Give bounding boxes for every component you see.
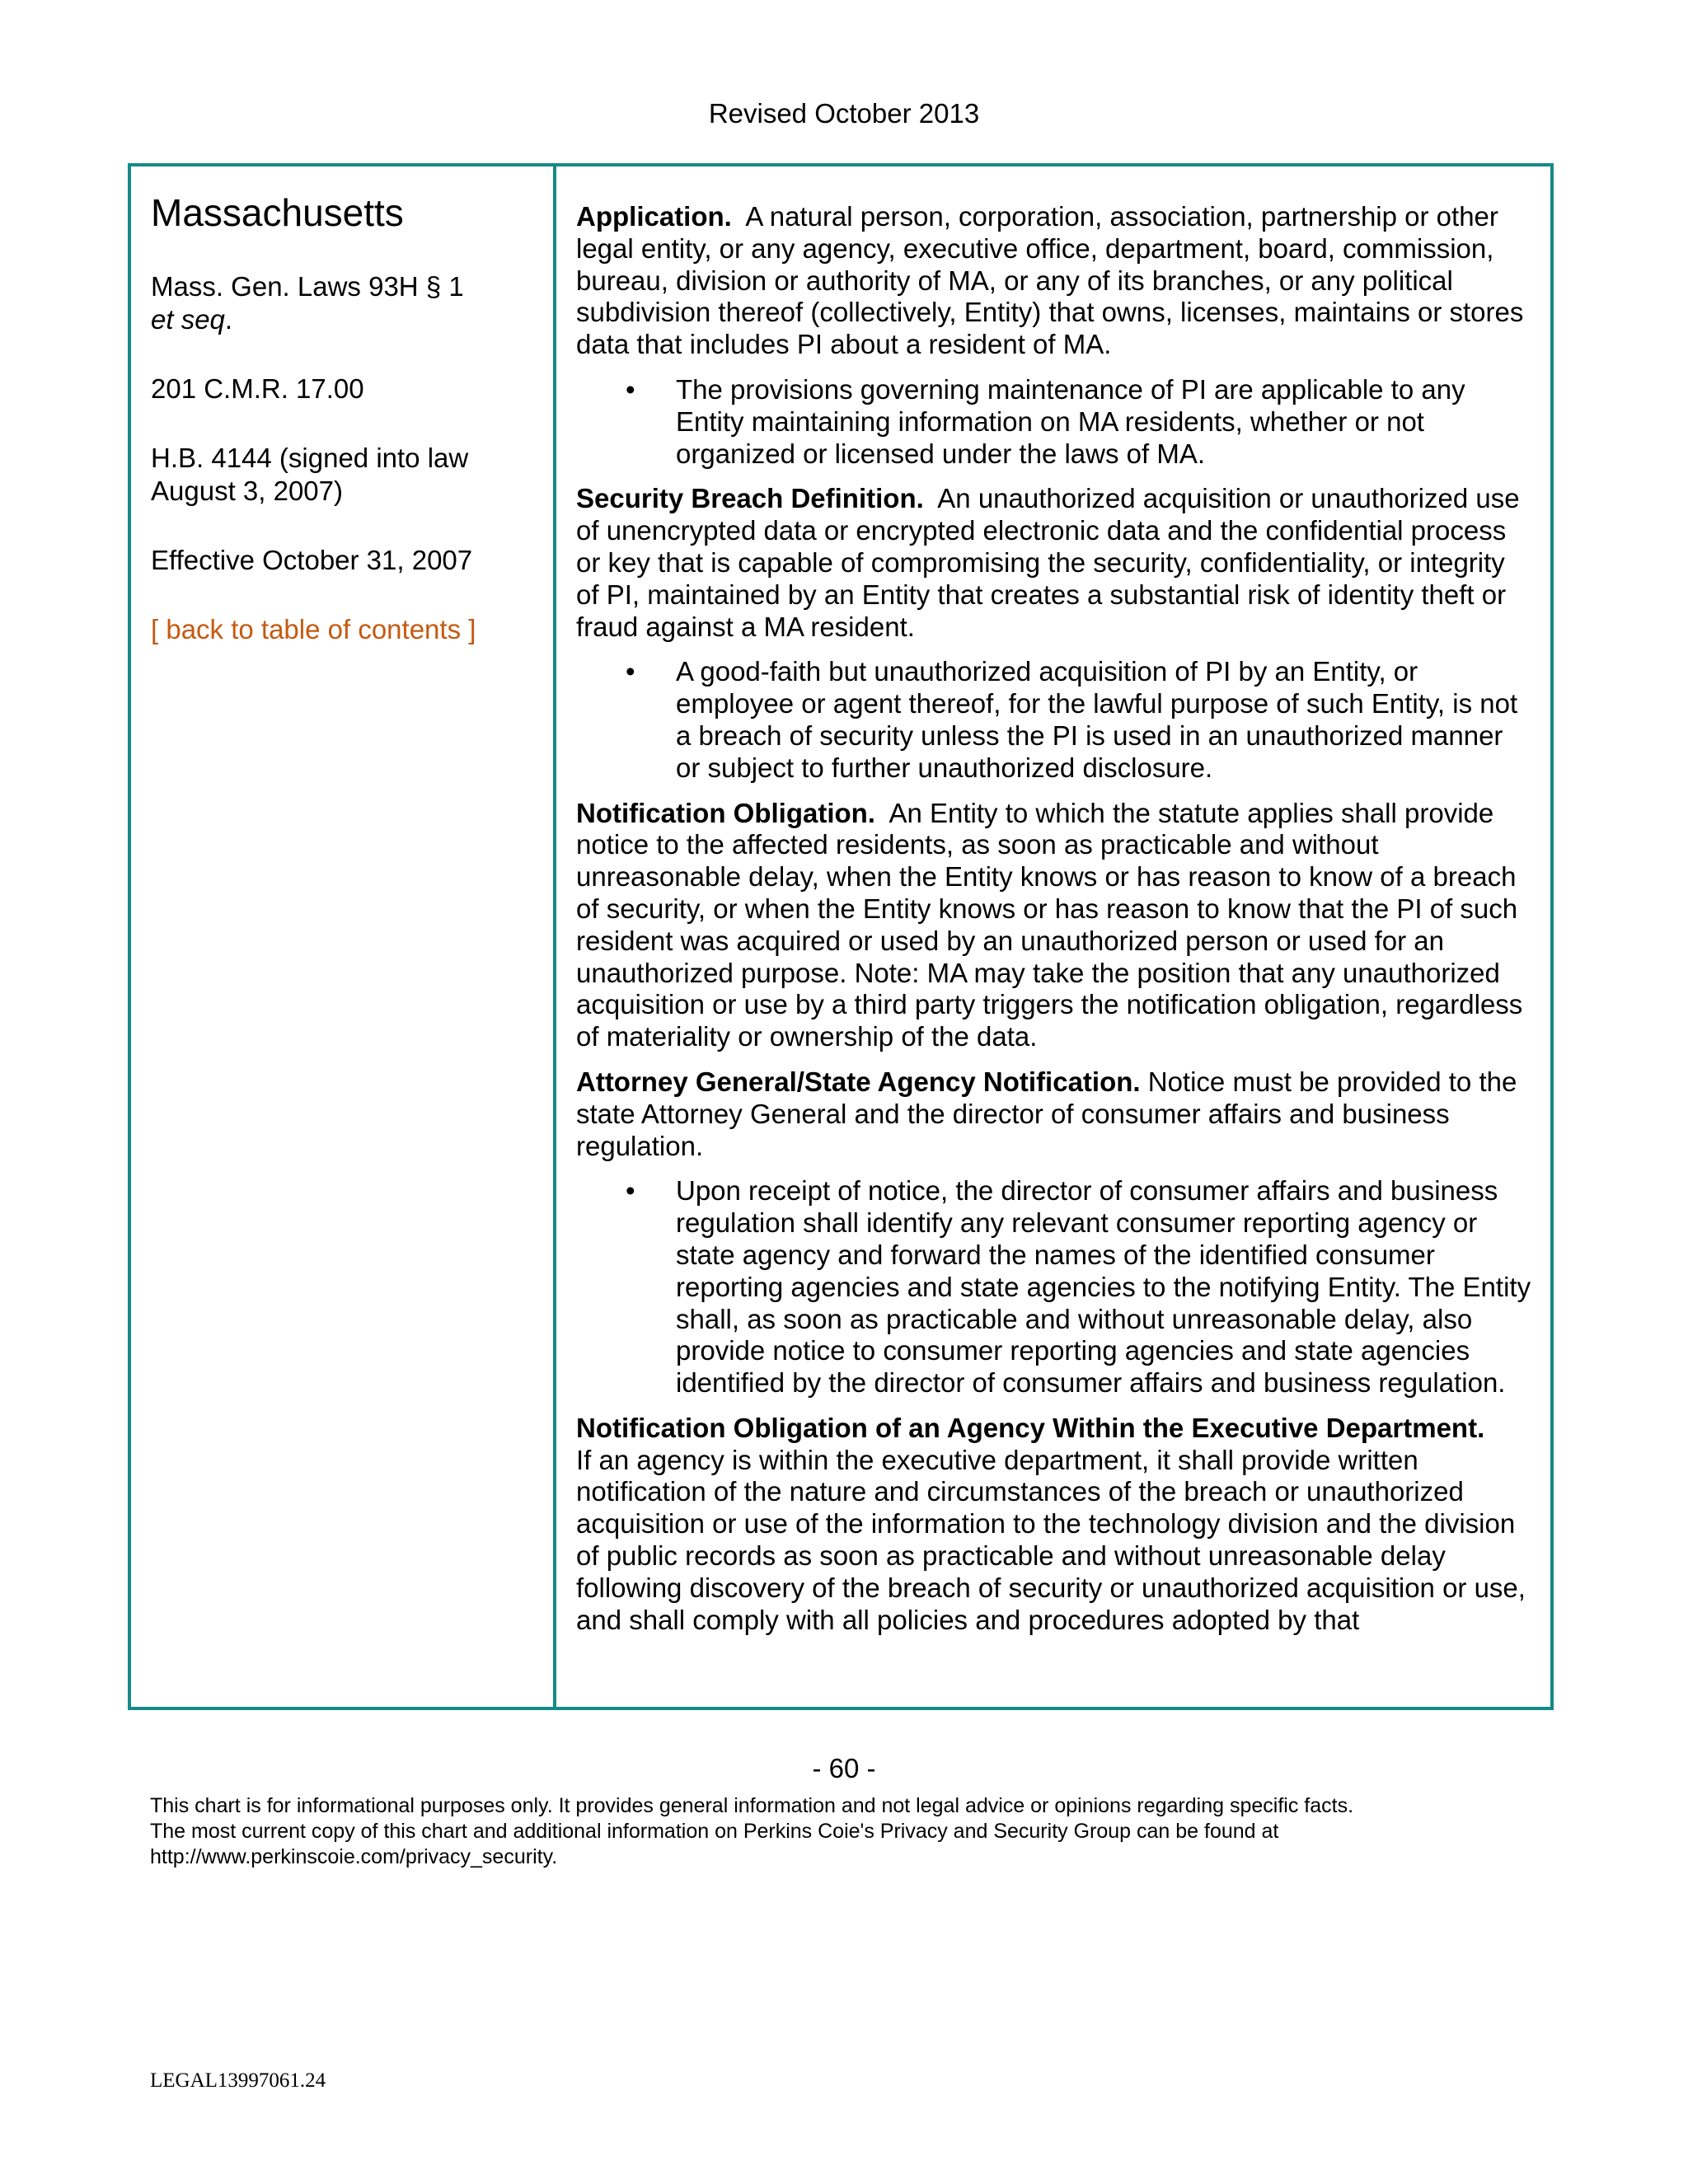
application-heading: Application. [576,201,732,232]
statute-citation-text: Mass. Gen. Laws 93H § 1 [151,271,464,302]
breach-definition-bullet-text: A good-faith but unauthorized acquisition of PI by an Entity, or employee or agent thereof, for the lawful purpose of such Entity, is not a breach of security unless the PI is used in an unauthorized manner or subject to further unauthorized disclosure. [676,656,1518,783]
list-item [576,1175,1534,1399]
statute-citation-period: . [224,304,233,335]
state-title: Massachusetts [151,191,404,234]
application-section [576,201,1534,361]
exec-agency-text: If an agency is within the executive department, it shall provide written notification of the nature and circumstances of the breach or unauthorized acquisition or use of the information to the technology division and the division of public records as soon as practicable and without unreasonable delay following discovery of the breach of security or unauthorized acquisition or use, and shall comply with all policies and procedures adopted by that [576,1444,1526,1635]
statute-citation [151,270,537,336]
ag-notification-text: Notice must be provided to the state Attorney General and the director of consumer affairs and business regulation. [576,1066,1525,1161]
ag-notification-heading: Attorney General/State Agency Notification. [576,1066,1141,1097]
exec-agency-section [576,1413,1534,1637]
breach-definition-heading: Security Breach Definition. [576,483,924,514]
application-bullet-text: The provisions governing maintenance of PI are applicable to any Entity maintaining information on MA residents, whether or not organized or licensed under the laws of MA. [676,373,1465,469]
ag-notification-section [576,1066,1534,1162]
disclaimer-line-1: This chart is for informational purposes only. It provides general information and not legal advice or opinions regarding specific facts. [150,1794,1354,1817]
effective-date: Effective October 31, 2007 [151,545,473,575]
document-id: LEGAL13997061.24 [150,2069,326,2092]
disclaimer-line-2: The most current copy of this chart and additional information on Perkins Coie's Privacy and Security Group can be found at [150,1820,1279,1843]
ag-notification-bullet-text: Upon receipt of notice, the director of consumer affairs and business regulation shall identify any relevant consumer reporting agency or state agency and forward the names of the identified consumer reporting agencies and state agencies to the notifying Entity. The Entity shall, as soon as practicable and without unreasonable delay, also provide notice to consumer reporting agencies and state agencies identified by the director of consumer affairs and business regulation. [676,1175,1531,1399]
notification-obligation-section [576,798,1534,1053]
disclaimer-line-3: http://www.perkinscoie.com/privacy_security. [150,1845,558,1868]
notification-obligation-text: An Entity to which the statute applies shall provide notice to the affected residents, as soon as practicable and without unreasonable delay, when the Entity knows or has reason to know of a breach of security, or when the Entity knows or has reason to know that the PI of such resident was acquired or used by an unauthorized person or used for an unauthorized purpose. Note: MA may take the position that any unauthorized acquisition or use by a third party triggers the notification obligation, regardless of materiality or ownership of the data. [576,797,1531,1052]
citation-column [131,166,556,1707]
provisions-column [556,166,1550,1707]
state-law-table [128,163,1554,1710]
bullet-icon: • [626,373,635,405]
notification-obligation-heading: Notification Obligation. [576,797,875,828]
bullet-icon: • [626,1175,635,1207]
list-item [576,656,1534,784]
bill-citation: H.B. 4144 (signed into law August 3, 2007) [151,443,469,506]
regulation-citation: 201 C.M.R. 17.00 [151,373,364,404]
bullet-icon: • [626,656,635,687]
breach-definition-section [576,483,1534,643]
revised-date-header: Revised October 2013 [708,98,980,129]
statute-citation-et-seq: et seq [151,304,225,335]
breach-definition-text: An unauthorized acquisition or unauthorized use of unencrypted data or encrypted electronic data and the confidential process or key that is capable of compromising the security, confidentiality, or integrity of PI, maintained by an Entity that creates a substantial risk of identity theft or fraud against a MA resident. [576,483,1527,642]
back-to-contents-link[interactable]: [ back to table of contents ] [151,614,476,644]
disclaimer [150,1793,1551,1870]
list-item [576,374,1534,470]
application-text: A natural person, corporation, association, partnership or other legal entity, or any agency, executive office, department, board, commission, bureau, division or authority of MA, or any of its branches, or any political subdivision thereof (collectively, Entity) that owns, licenses, maintains or stores data that includes PI about a resident of MA. [576,201,1531,360]
page-number: - 60 - [812,1753,876,1783]
exec-agency-heading: Notification Obligation of an Agency Within the Executive Department. [576,1412,1485,1443]
